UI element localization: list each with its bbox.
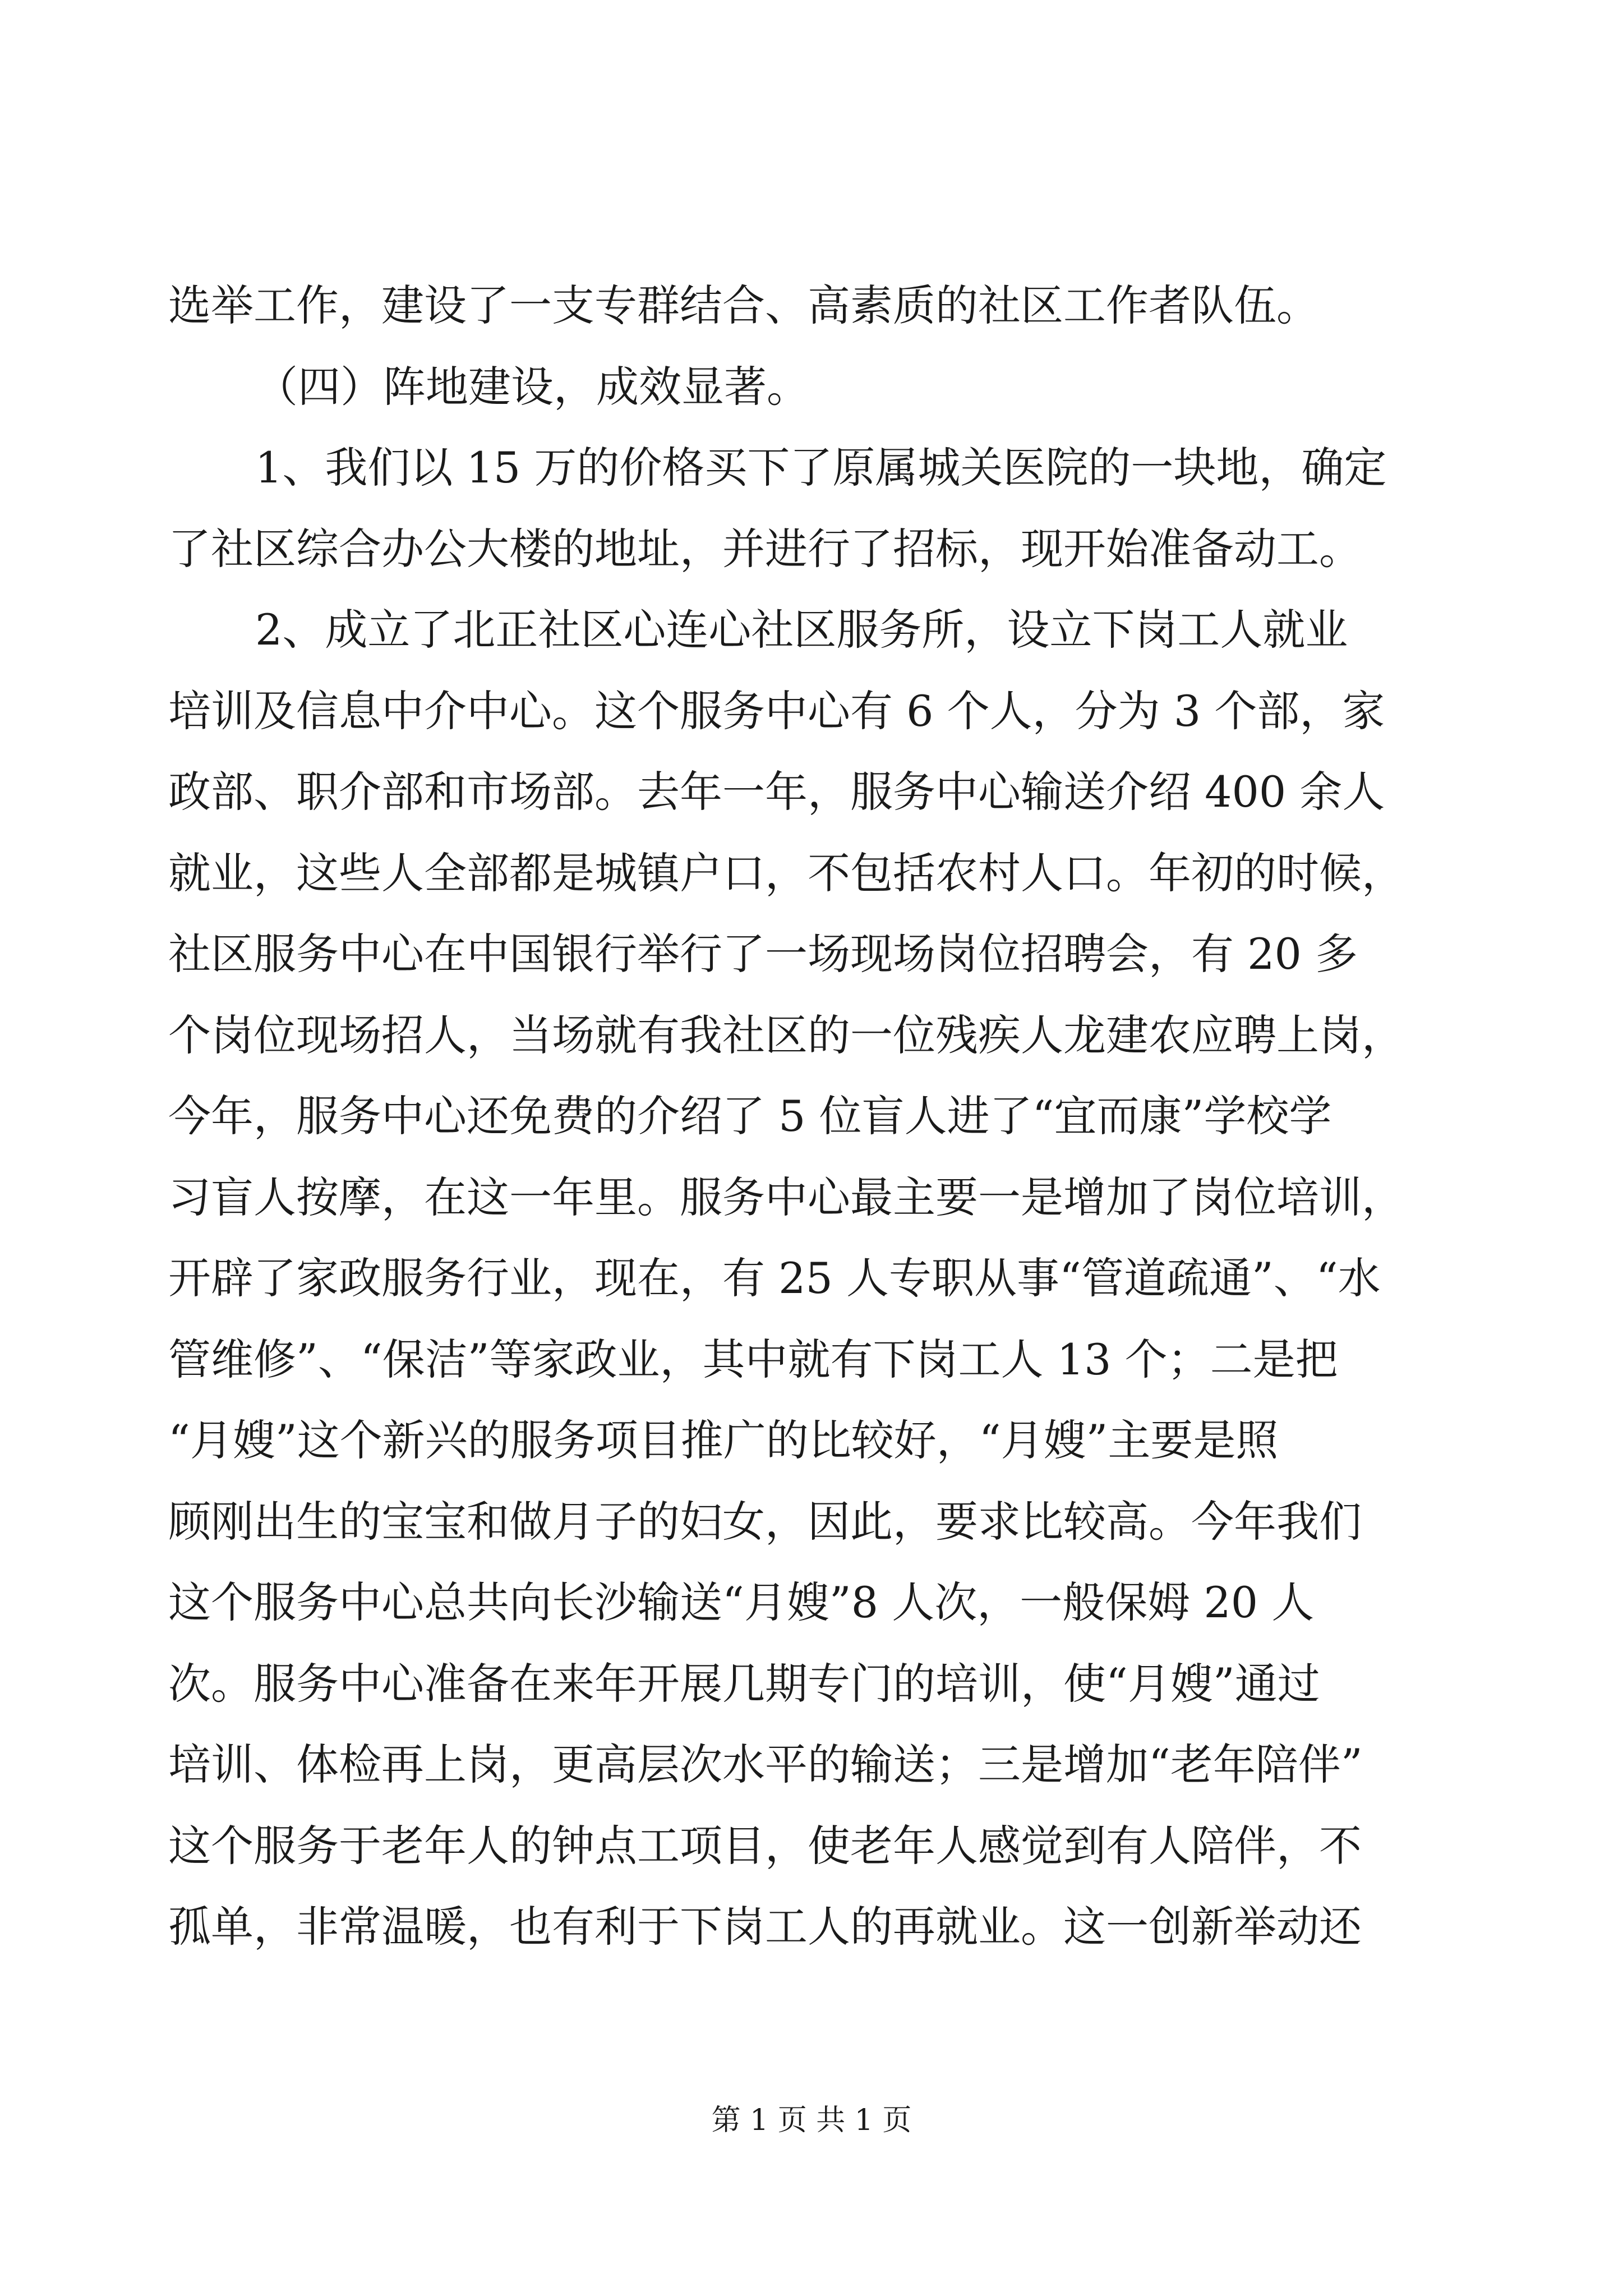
text-line: 这个服务中心总共向长沙输送“月嫂”8 人次，一般保姆 20 人 <box>168 1577 1315 1627</box>
text-line: 今年，服务中心还免费的介绍了 5 位盲人进了“宜而康”学校学 <box>168 1091 1332 1141</box>
text-line: 了社区综合办公大楼的地址，并进行了招标，现开始准备动工。 <box>168 523 1362 574</box>
text-line: 培训及信息中介中心。这个服务中心有 6 个人，分为 3 个部，家 <box>168 685 1385 736</box>
text-line: 社区服务中心在中国银行举行了一场现场岗位招聘会，有 20 多 <box>168 929 1358 979</box>
text-line: 开辟了家政服务行业，现在，有 25 人专职从事“管道疏通”、“水 <box>168 1253 1381 1303</box>
page-footer: 第 1 页 共 1 页 <box>711 2104 912 2137</box>
text-line: “月嫂”这个新兴的服务项目推广的比较好，“月嫂”主要是照 <box>168 1415 1279 1465</box>
text-line: 就业，这些人全部都是城镇户口，不包括农村人口。年初的时候， <box>168 848 1404 898</box>
text-line: 管维修”、“保洁”等家政业，其中就有下岗工人 13 个；二是把 <box>168 1334 1338 1384</box>
text-line: 顾刚出生的宝宝和做月子的妇女，因此，要求比较高。今年我们 <box>168 1496 1362 1547</box>
text-line: 政部、职介部和市场部。去年一年，服务中心输送介绍 400 余人 <box>168 767 1385 817</box>
text-line: 选举工作，建设了一支专群结合、高素质的社区工作者队伍。 <box>168 280 1319 330</box>
text-line: 培训、体检再上岗，更高层次水平的输送；三是增加“老年陪伴” <box>168 1740 1363 1789</box>
text-line: 次。服务中心准备在来年开展几期专门的培训，使“月嫂”通过 <box>168 1658 1320 1709</box>
text-line: 这个服务于老年人的钟点工项目，使老年人感觉到有人陪伴，不 <box>168 1820 1362 1871</box>
text-line: 个岗位现场招人，当场就有我社区的一位残疾人龙建农应聘上岗， <box>168 1010 1404 1060</box>
document-body <box>168 265 1450 1968</box>
text-line: 2、成立了北正社区心连心社区服务所，设立下岗工人就业 <box>255 605 1348 655</box>
text-line: （四）阵地建设，成效显著。 <box>255 361 809 412</box>
text-line: 1、我们以 15 万的价格买下了原属城关医院的一块地，确定 <box>255 443 1387 493</box>
text-line: 孤单，非常温暖，也有利于下岗工人的再就业。这一创新举动还 <box>168 1902 1362 1952</box>
text-line: 习盲人按摩，在这一年里。服务中心最主要一是增加了岗位培训， <box>168 1172 1404 1222</box>
